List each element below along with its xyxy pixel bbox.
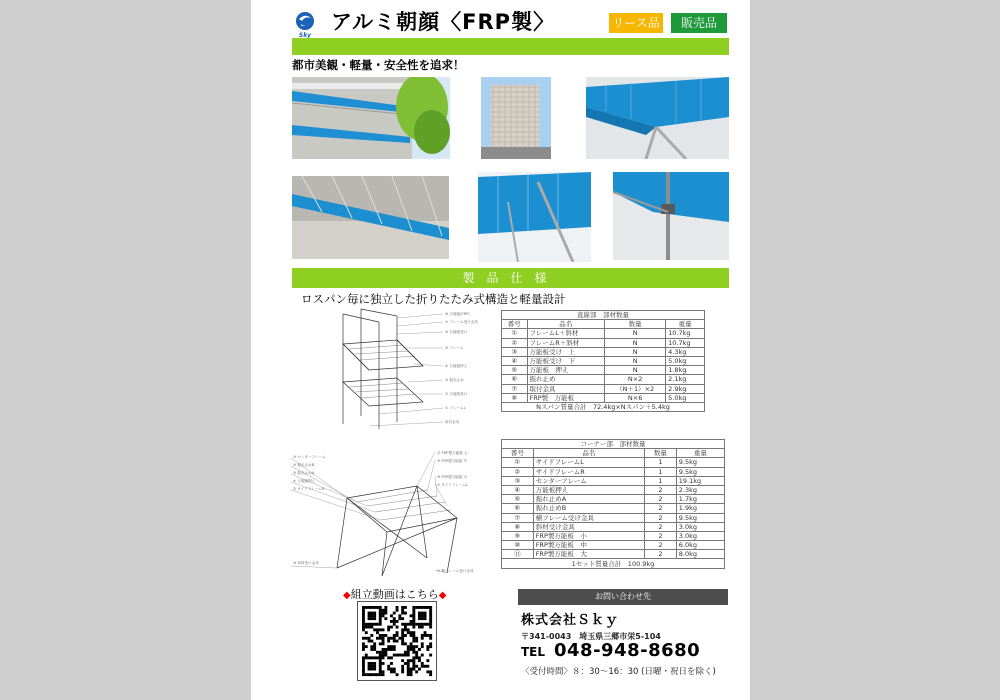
table-header: 品名 [527, 320, 605, 329]
phone-number[interactable]: 048-948-8680 [554, 640, 701, 661]
photo-panels-closeup [586, 77, 729, 159]
table-row: ④ 万能板押え 2 2.3kg [502, 485, 725, 494]
table-header: 番号 [502, 449, 534, 458]
table-row: ③ センターフレーム 1 19.1kg [502, 476, 725, 485]
svg-text:⑧ 万能板(FRP): ⑧ 万能板(FRP) [445, 312, 470, 316]
photo-canopy-row [292, 176, 449, 259]
table-row: ① フレームL＋斜材 N 10.7kg [502, 329, 705, 338]
table-caption: コーナー部 部材数量 [502, 440, 725, 449]
sky-logo [293, 10, 317, 38]
lease-tag: リース品 [609, 13, 663, 33]
svg-text:④ 万能板押え: ④ 万能板押え [445, 364, 468, 368]
svg-text:① サイドフレームL: ① サイドフレームL [437, 483, 469, 487]
svg-text:⑧ 斜材受け金具: ⑧ 斜材受け金具 [293, 561, 319, 565]
svg-text:⑤ 振れ止めA: ⑤ 振れ止めA [293, 471, 315, 475]
svg-text:① フレームL: ① フレームL [445, 406, 466, 410]
straight-parts-table [501, 310, 705, 412]
table-header: 数量 [605, 320, 666, 329]
video-label-text: 組立動画はこちら [350, 588, 439, 601]
table-row: ⑤ 万能板 押え N 1.8kg [502, 366, 705, 375]
svg-text:② サイドフレームR: ② サイドフレームR [293, 487, 325, 491]
table-row: ⑦ 取付金具 （N＋1）×2 2.9kg [502, 384, 705, 393]
table-row: ⑧ 斜材受け金具 2 3.0kg [502, 522, 725, 531]
spec-section-bar: 製品仕様 [292, 268, 729, 288]
business-hours: 〈受付時間〉８：30〜16：30 (日曜・祝日を除く) [521, 667, 716, 677]
table-caption: 直線部 部材数量 [502, 311, 705, 320]
table-footer: 1セット質量合計 100.9kg [502, 559, 725, 568]
svg-text:⑥ 振れ止めB: ⑥ 振れ止めB [293, 463, 315, 467]
table-row: ⑦ 横フレーム受け金具 2 9.5kg [502, 513, 725, 522]
svg-text:⑪ FRP製万能板 大: ⑪ FRP製万能板 大 [437, 451, 468, 455]
contact-header: お問い合わせ先 [518, 589, 728, 605]
table-footer: Nスパン質量合計 72.4kg×Nスパン＋5.4kg [502, 402, 705, 411]
spec-subtitle: ロスパン毎に独立した折りたたみ式構造と軽量設計 [301, 292, 566, 306]
table-row: ⑧ FRP製 万能板 N×6 5.0kg [502, 393, 705, 402]
svg-text:⑥ 万能板受け: ⑥ 万能板受け [445, 330, 468, 334]
sale-tag: 販売品 [671, 13, 727, 33]
company-address: 〒341-0043 埼玉県三郷市栄5-104 [521, 632, 661, 641]
diamond-icon: ◆ [438, 590, 447, 601]
photo-frame-structure [478, 172, 591, 262]
photo-bracket-detail [613, 172, 729, 260]
table-row: ⑥ 振れ止め N×2 2.1kg [502, 375, 705, 384]
svg-text:③ センターフレーム: ③ センターフレーム [293, 455, 326, 459]
diamond-icon: ◆ [343, 590, 351, 601]
table-header: 重量 [666, 320, 705, 329]
company-name: 株式会社Ｓｋｙ [521, 613, 620, 628]
svg-text:⑨ FRP製万能板 小: ⑨ FRP製万能板 小 [437, 475, 468, 479]
table-row: ② フレームR＋斜材 N 10.7kg [502, 338, 705, 347]
qr-code-icon [358, 602, 436, 680]
table-header: 重量 [676, 449, 724, 458]
tel-label: TEL [521, 645, 546, 659]
table-row: ③ 万能板受け 上 N 4.3kg [502, 347, 705, 356]
table-row: ④ 万能板受け 下 N 5.0kg [502, 356, 705, 365]
svg-text:④ 万能板押え: ④ 万能板押え [293, 479, 316, 483]
table-row: ⑥ 振れ止めB 2 1.9kg [502, 504, 725, 513]
table-row: ⑪ FRP製万能板 大 2 8.0kg [502, 550, 725, 559]
page-title: アルミ朝顔〈FRP製〉 [331, 10, 556, 34]
table-row: ⑩ FRP製万能板 中 2 6.0kg [502, 541, 725, 550]
svg-text:Sky: Sky [298, 32, 312, 38]
table-row: ① サイドフレームL 1 9.5kg [502, 458, 725, 467]
table-header: 品名 [533, 449, 644, 458]
video-label [343, 586, 446, 602]
svg-text:⑩ FRP製万能板 中: ⑩ FRP製万能板 中 [437, 459, 468, 463]
table-header: 番号 [502, 320, 528, 329]
svg-text:取付金具: 取付金具 [445, 420, 460, 424]
corner-section-diagram [287, 448, 497, 580]
svg-text:⑦ フレーム受け金具: ⑦ フレーム受け金具 [445, 320, 478, 324]
svg-text:② 万能板受け: ② 万能板受け [445, 392, 468, 396]
photo-tall-building [481, 77, 551, 159]
table-row: ⑨ FRP製万能板 小 2 3.0kg [502, 531, 725, 540]
corner-parts-table [501, 439, 725, 569]
header-green-bar [292, 38, 729, 55]
straight-section-diagram [313, 304, 501, 434]
table-row: ② サイドフレームR 1 9.5kg [502, 467, 725, 476]
photo-building-side [292, 77, 450, 159]
slogan: 都市美観・軽量・安全性を追求！ [292, 58, 465, 72]
table-row: ⑤ 振れ止めA 2 1.7kg [502, 495, 725, 504]
svg-text:⑦ 横フレーム受け金具: ⑦ 横フレーム受け金具 [437, 569, 474, 573]
table-header: 数量 [645, 449, 677, 458]
svg-text:⑤ フレーム: ⑤ フレーム [445, 346, 464, 350]
qr-code[interactable] [357, 601, 437, 681]
product-flyer [251, 0, 750, 700]
svg-text:③ 振れ止め: ③ 振れ止め [445, 378, 464, 382]
